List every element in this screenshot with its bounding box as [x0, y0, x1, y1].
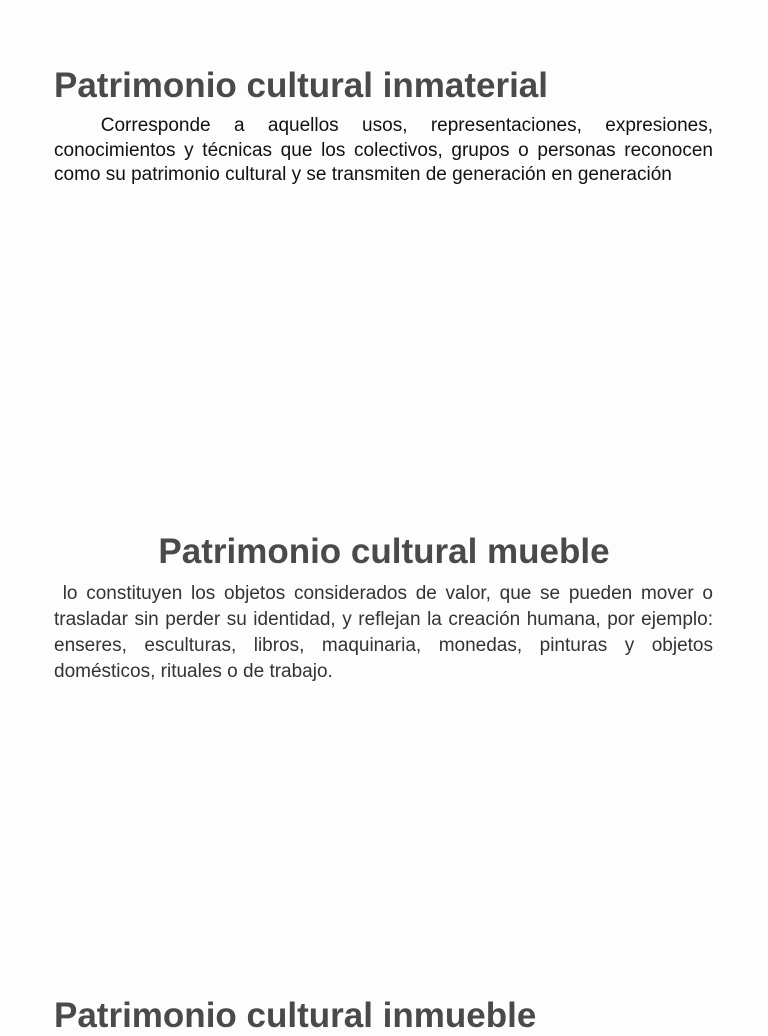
- section-body-mueble: lo constituyen los objetos considerados de valor, que se pueden mover o trasladar sin perder su identidad, y reflejan la creación humana, por ejemplo: enseres, esculturas, libros, maquinaria, monedas, pinturas y objetos domésticos, rituales o de trabajo.: [54, 583, 713, 682]
- section-title-inmaterial: Patrimonio cultural inmaterial: [54, 66, 548, 105]
- section-title-mueble: Patrimonio cultural mueble: [158, 532, 610, 571]
- section-title-inmueble: Patrimonio cultural inmueble: [54, 996, 537, 1035]
- section-body-inmaterial: Corresponde a aquellos usos, representaciones, expresiones, conocimientos y técnicas que los colectivos, grupos o personas reconocen como su patrimonio cultural y se transmiten de generación en generación: [54, 115, 713, 185]
